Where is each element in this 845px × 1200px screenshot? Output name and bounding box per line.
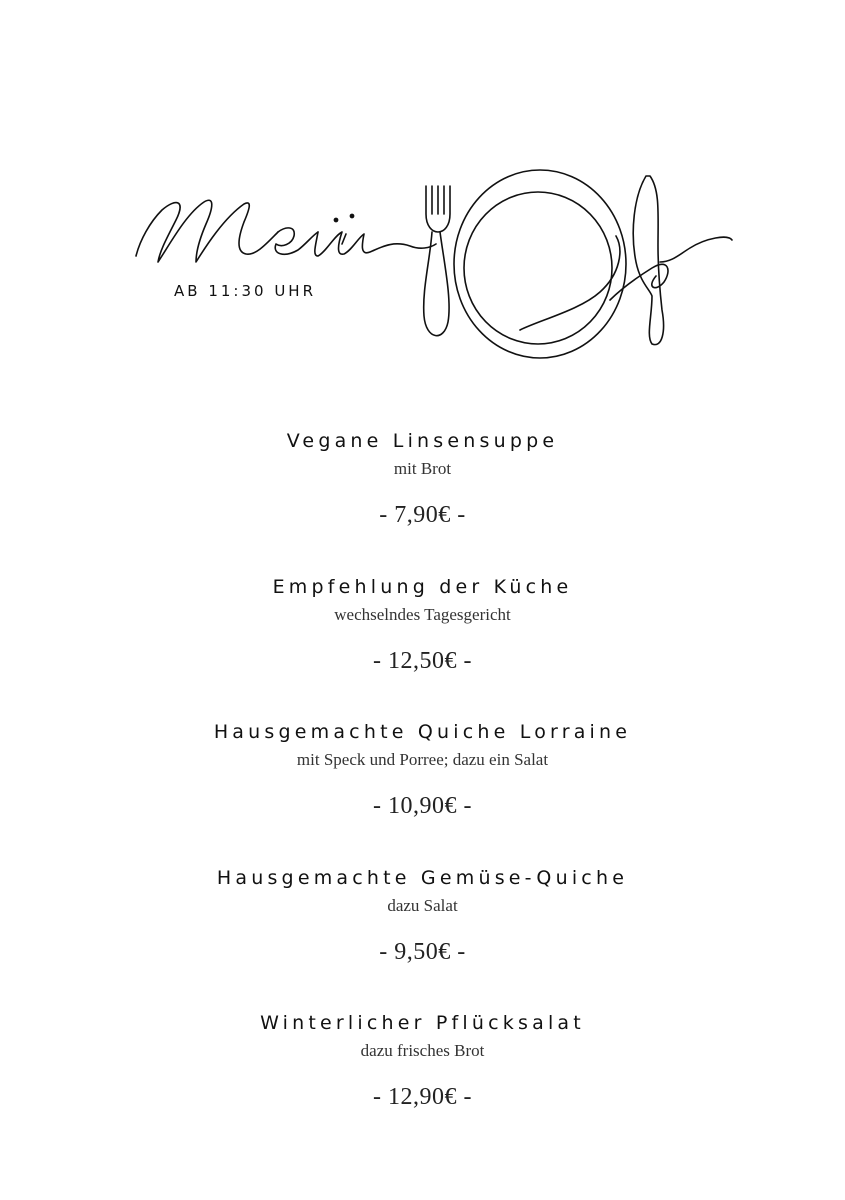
opening-time: AB 11:30 UHR bbox=[174, 282, 316, 300]
menu-header-illustration bbox=[0, 0, 845, 380]
item-name: Hausgemachte Quiche Lorraine bbox=[213, 721, 632, 743]
item-price: - 9,50€ - bbox=[379, 938, 466, 965]
plate-icon bbox=[454, 170, 626, 358]
item-name: Hausgemachte Gemüse-Quiche bbox=[216, 866, 629, 889]
item-description: mit Speck und Porree; dazu ein Salat bbox=[296, 750, 549, 769]
item-description: mit Brot bbox=[393, 459, 452, 478]
item-name: Vegane Linsensuppe bbox=[286, 430, 559, 452]
fork-icon bbox=[424, 186, 450, 336]
item-price: - 7,90€ - bbox=[379, 502, 466, 528]
item-description: wechselndes Tagesgericht bbox=[334, 604, 511, 624]
item-price: - 12,50€ - bbox=[373, 647, 472, 674]
menu-item bbox=[0, 715, 845, 861]
item-price: - 10,90€ - bbox=[373, 793, 472, 819]
menu-items bbox=[0, 424, 845, 1152]
menu-item bbox=[0, 424, 845, 570]
knife-icon bbox=[610, 176, 732, 345]
menu-item bbox=[0, 861, 845, 1007]
item-description: dazu Salat bbox=[387, 895, 458, 915]
item-name: Empfehlung der Küche bbox=[272, 575, 573, 598]
item-name: Winterlicher Pflücksalat bbox=[260, 1012, 585, 1034]
item-price: - 12,90€ - bbox=[373, 1084, 472, 1110]
item-description: dazu frisches Brot bbox=[360, 1041, 485, 1060]
menu-item bbox=[0, 570, 845, 716]
menu-item bbox=[0, 1006, 845, 1152]
